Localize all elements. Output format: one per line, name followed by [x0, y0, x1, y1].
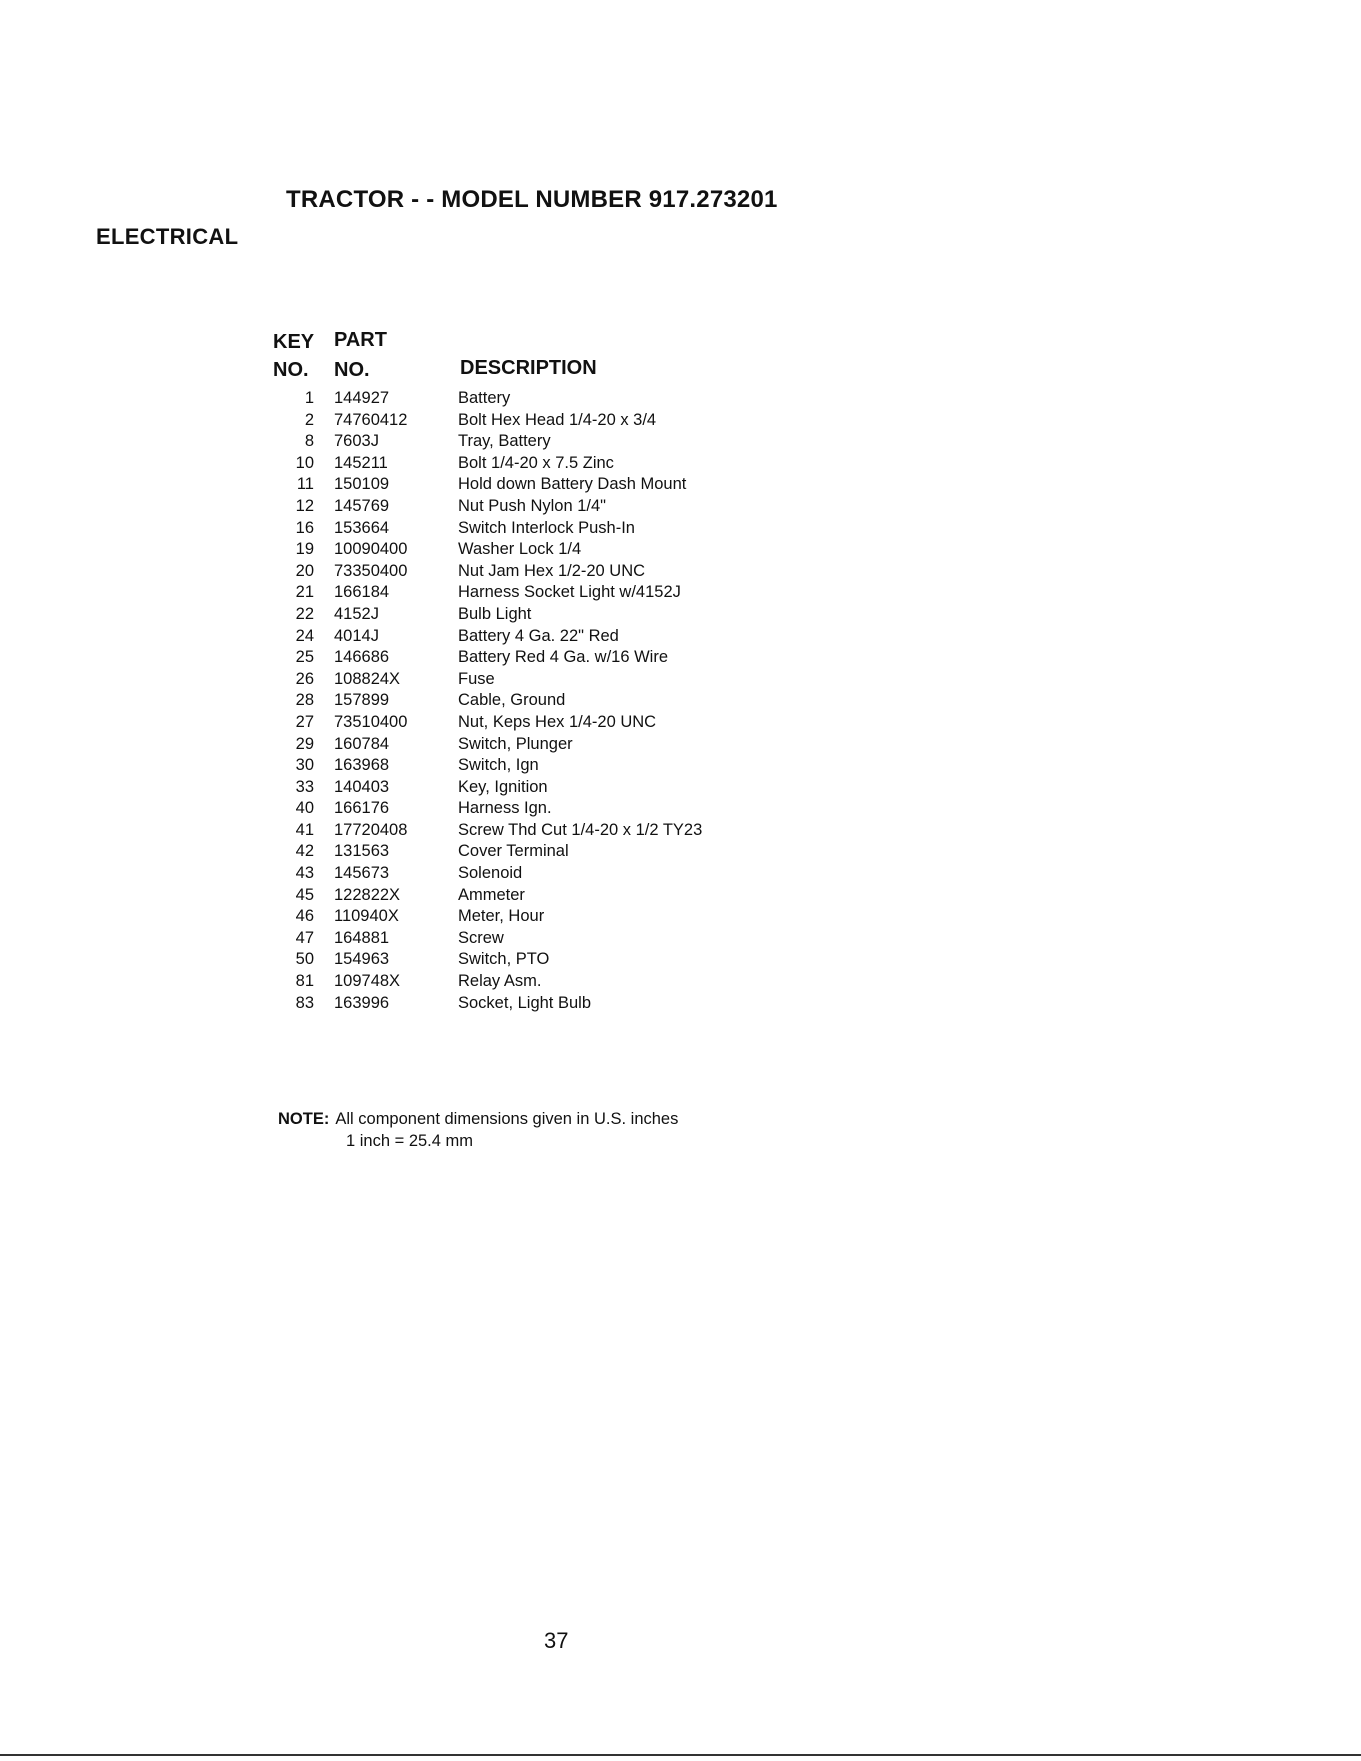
- key-no-cell: 83: [295, 993, 314, 1012]
- table-row: [270, 431, 702, 453]
- description-cell: Cover Terminal: [458, 842, 569, 861]
- table-row: [270, 496, 702, 518]
- part-no-cell: 153664: [334, 518, 390, 537]
- key-no-cell: 21: [295, 583, 314, 602]
- description-cell: Meter, Hour: [458, 907, 545, 926]
- key-column-header-line2: NO.: [273, 359, 309, 381]
- table-row: [270, 669, 702, 691]
- part-no-cell: 145769: [334, 496, 390, 515]
- table-row: [270, 518, 702, 540]
- part-no-cell: 109748X: [334, 972, 401, 991]
- key-no-cell: 43: [295, 864, 314, 883]
- part-column-header-line1: PART: [334, 329, 387, 351]
- note-line1: All component dimensions given in U.S. inches: [335, 1110, 679, 1128]
- key-no-cell: 19: [295, 540, 314, 559]
- key-no-cell: 12: [295, 496, 314, 515]
- description-cell: Battery: [458, 389, 511, 407]
- part-column-header-line2: NO.: [334, 359, 370, 381]
- key-no-cell: 42: [295, 842, 314, 861]
- key-no-cell: 16: [295, 518, 314, 537]
- part-no-cell: 166184: [334, 583, 390, 602]
- description-cell: Battery Red 4 Ga. w/16 Wire: [458, 648, 668, 667]
- table-row: [270, 388, 702, 410]
- key-no-cell: 10: [295, 453, 314, 472]
- description-cell: Screw: [458, 928, 504, 947]
- part-no-cell: 73350400: [334, 561, 408, 580]
- description-cell: Washer Lock 1/4: [458, 540, 582, 559]
- description-cell: Solenoid: [458, 864, 523, 883]
- part-no-cell: 122822X: [334, 885, 401, 904]
- part-no-cell: 163996: [334, 993, 390, 1012]
- key-no-cell: 28: [295, 691, 314, 710]
- part-no-cell: 4014J: [334, 626, 379, 645]
- description-cell: Tray, Battery: [458, 432, 551, 451]
- key-no-cell: 26: [295, 669, 314, 688]
- table-row: [270, 777, 702, 799]
- part-no-cell: 146686: [334, 648, 390, 667]
- table-row: [270, 820, 702, 842]
- part-no-cell: 145673: [334, 864, 390, 883]
- key-no-cell: 47: [295, 928, 314, 947]
- key-no-cell: 46: [295, 907, 314, 926]
- note: [278, 1108, 679, 1150]
- description-cell: Harness Ign.: [458, 799, 552, 818]
- part-no-cell: 110940X: [334, 907, 399, 926]
- key-no-cell: 1: [304, 389, 314, 407]
- table-row: [270, 755, 702, 777]
- table-row: [270, 971, 702, 993]
- key-no-cell: 41: [295, 820, 314, 839]
- section-label: ELECTRICAL: [96, 224, 239, 249]
- table-row: [270, 582, 702, 604]
- table-row: [270, 734, 702, 756]
- key-no-cell: 2: [304, 410, 314, 429]
- key-no-cell: 22: [295, 604, 314, 623]
- table-row: [270, 561, 702, 583]
- key-no-cell: 20: [295, 561, 314, 580]
- key-column-header-line1: KEY: [273, 331, 315, 353]
- description-cell: Key, Ignition: [458, 777, 548, 796]
- table-row: [270, 626, 702, 648]
- part-no-cell: 140403: [334, 777, 390, 796]
- key-no-cell: 50: [295, 950, 314, 969]
- description-cell: Bolt Hex Head 1/4-20 x 3/4: [458, 410, 657, 429]
- key-no-cell: 11: [296, 475, 314, 494]
- key-no-cell: 81: [295, 972, 314, 991]
- description-cell: Switch, Plunger: [458, 734, 573, 753]
- part-no-cell: 74760412: [334, 410, 408, 429]
- table-row: [270, 798, 702, 820]
- part-no-cell: 150109: [334, 475, 390, 494]
- table-row: [270, 453, 702, 475]
- key-no-cell: 27: [295, 712, 314, 731]
- description-cell: Switch, Ign: [458, 756, 539, 775]
- description-cell: Nut, Keps Hex 1/4-20 UNC: [458, 712, 657, 731]
- table-row: [270, 863, 702, 885]
- table-row: [270, 712, 702, 734]
- table-row: [270, 604, 702, 626]
- key-no-cell: 8: [304, 432, 314, 451]
- part-no-cell: 131563: [334, 842, 390, 861]
- description-cell: Bolt 1/4-20 x 7.5 Zinc: [458, 453, 614, 472]
- description-cell: Bulb Light: [458, 604, 532, 623]
- description-cell: Nut Jam Hex 1/2-20 UNC: [458, 561, 646, 580]
- description-cell: Switch, PTO: [458, 950, 550, 969]
- description-cell: Cable, Ground: [458, 691, 566, 710]
- key-no-cell: 40: [295, 799, 314, 818]
- description-cell: Relay Asm.: [458, 972, 542, 991]
- key-no-cell: 29: [295, 734, 314, 753]
- bottom-rule: [0, 1754, 1361, 1756]
- description-cell: Socket, Light Bulb: [458, 993, 591, 1012]
- note-label: NOTE:: [278, 1110, 330, 1128]
- parts-table: [270, 388, 702, 1014]
- table-row: [270, 885, 702, 907]
- description-cell: Nut Push Nylon 1/4": [458, 496, 607, 515]
- table-row: [270, 410, 702, 432]
- part-no-cell: 4152J: [334, 604, 379, 623]
- part-no-cell: 164881: [334, 928, 390, 947]
- part-no-cell: 10090400: [334, 540, 408, 559]
- description-cell: Switch Interlock Push-In: [458, 518, 635, 537]
- part-no-cell: 17720408: [334, 820, 408, 839]
- table-row: [270, 928, 702, 950]
- part-no-cell: 160784: [334, 734, 390, 753]
- description-cell: Harness Socket Light w/4152J: [458, 583, 681, 602]
- table-row: [270, 539, 702, 561]
- table-row: [270, 949, 702, 971]
- description-cell: Screw Thd Cut 1/4-20 x 1/2 TY23: [458, 820, 703, 839]
- key-no-cell: 24: [295, 626, 314, 645]
- part-no-cell: 73510400: [334, 712, 408, 731]
- description-cell: Hold down Battery Dash Mount: [458, 475, 687, 494]
- part-no-cell: 144927: [334, 389, 390, 407]
- part-no-cell: 154963: [334, 950, 390, 969]
- key-no-cell: 25: [295, 648, 314, 667]
- table-row: [270, 906, 702, 928]
- parts-table-body: [270, 388, 702, 1014]
- description-cell: Battery 4 Ga. 22" Red: [458, 626, 619, 645]
- key-no-cell: 33: [295, 777, 314, 796]
- table-row: [270, 993, 702, 1015]
- page-number: 37: [544, 1628, 569, 1653]
- part-no-cell: 163968: [334, 756, 390, 775]
- table-row: [270, 690, 702, 712]
- description-cell: Fuse: [458, 669, 495, 688]
- description-cell: Ammeter: [458, 885, 525, 904]
- part-no-cell: 7603J: [334, 432, 379, 451]
- table-row: [270, 841, 702, 863]
- note-line2: 1 inch = 25.4 mm: [346, 1132, 474, 1150]
- page-title: TRACTOR - - MODEL NUMBER 917.273201: [286, 186, 778, 213]
- table-row: [270, 474, 702, 496]
- key-no-cell: 45: [295, 885, 314, 904]
- key-no-cell: 30: [295, 756, 314, 775]
- description-column-header: DESCRIPTION: [460, 357, 597, 379]
- part-no-cell: 108824X: [334, 669, 401, 688]
- part-no-cell: 157899: [334, 691, 390, 710]
- part-no-cell: 145211: [334, 453, 388, 472]
- table-row: [270, 647, 702, 669]
- part-no-cell: 166176: [334, 799, 390, 818]
